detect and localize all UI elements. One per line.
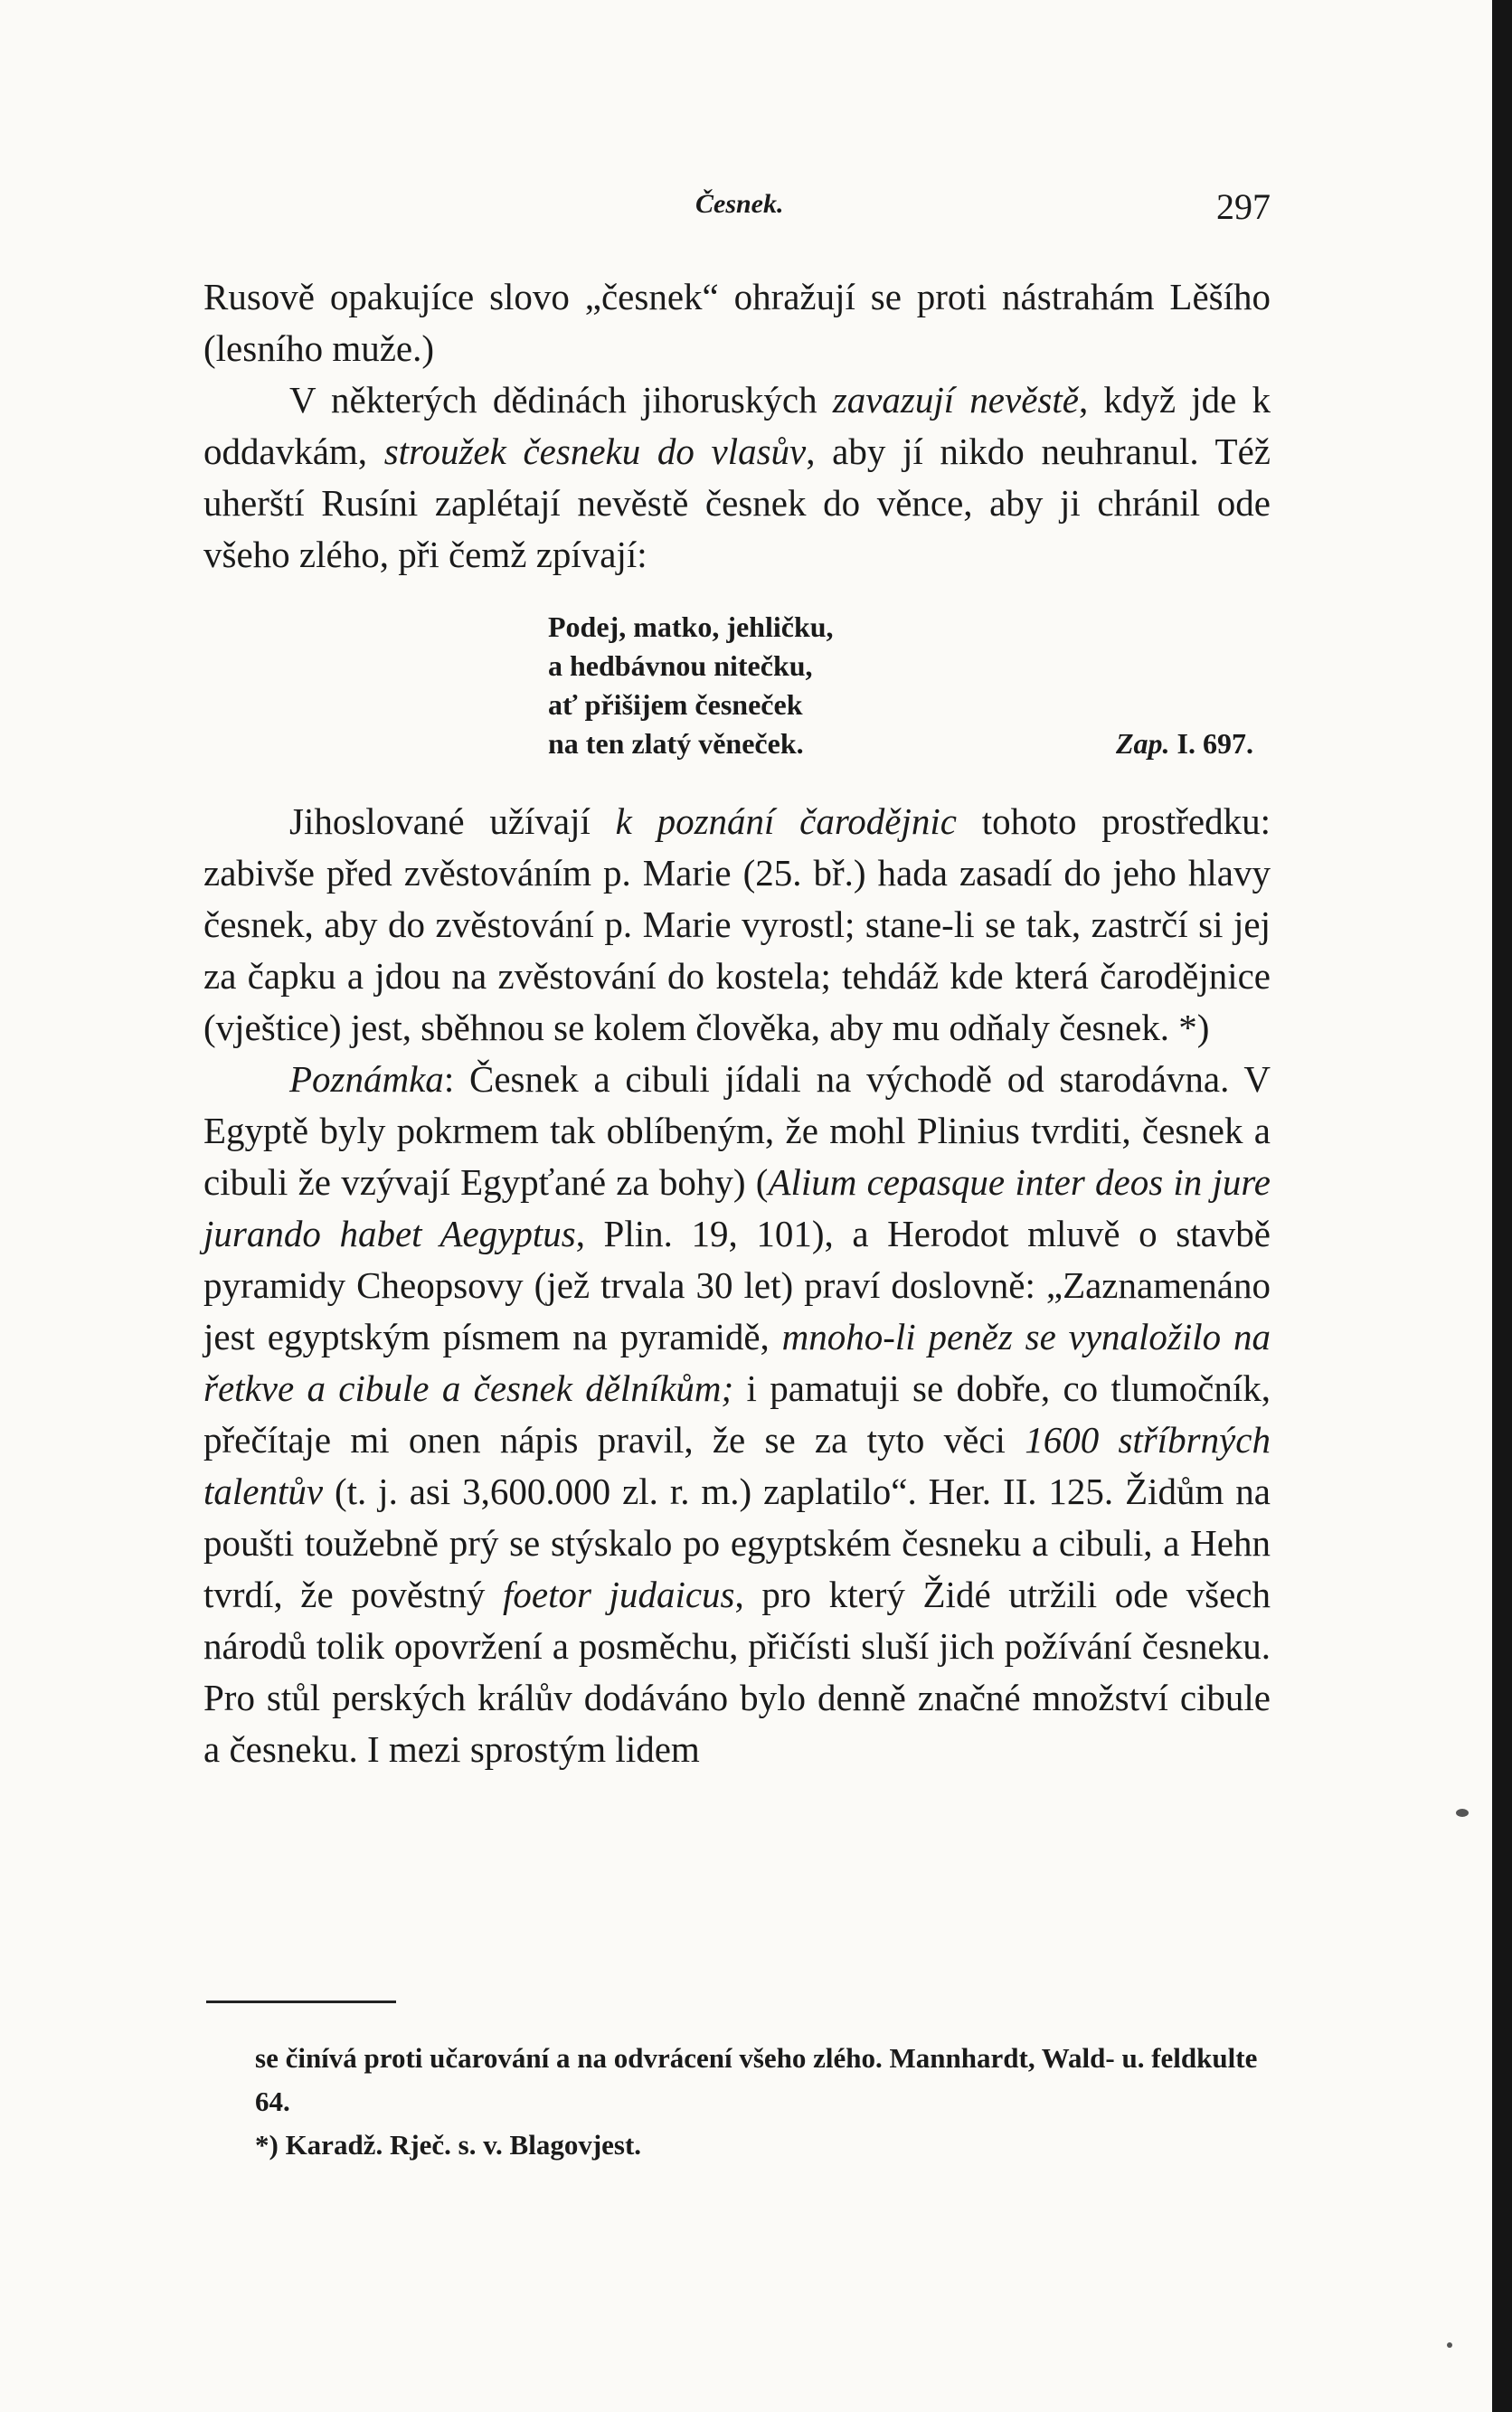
paragraph-2: V některých dědinách jihoruských zavazují nevěstě, když jde k oddavkám, stroužek česneku do vlasův, aby jí nikdo neuhranul. Též uherští Rusíni zaplétají nevěstě česnek do věnce, aby ji chránil ode všeho zlého, při čemž zpívají: [203,379,1271,575]
verse-line: a hedbávnou nitečku, [548,649,813,682]
print-speck [1447,2342,1452,2348]
page-edge [1492,0,1512,2412]
emphasis: foetor judaicus [503,1574,735,1615]
body-text [203,271,1271,1775]
emphasis: stroužek česneku do vlasův [383,430,807,472]
note-label: Poznámka [289,1058,444,1100]
paragraph-3: Jihoslované užívají k poznání čarodějnic tohoto prostředku: zabivše před zvěstováním p. Marie (25. bř.) hada zasadí do jeho hlavy česnek, aby do zvěstování p. Marie vyrostl; stane-li se tak, zastrčí si jej za čapku a jdou na zvěstování do kostela; tehdáž kde která čarodějnice (vještice) jest, sběhnou se kolem člověka, aby mu odňaly česnek. *) [203,800,1271,1048]
emphasis: k poznání čarodějnic [615,800,957,842]
verse-line: na ten zlatý věneček. [548,727,804,760]
page-header [203,185,1271,240]
emphasis: 1600 stříbrných talentův [203,1419,1271,1512]
paragraph-1: Rusově opakujíce slovo „česnek“ ohražují se proti nástrahám Lěšího (lesního muže.) [203,276,1271,369]
running-title: Česnek. [695,189,784,219]
footnotes [255,2037,1286,2167]
verse-reference: Zap. I. 697. [1116,727,1253,760]
page-number: 297 [1216,186,1271,227]
footnote-star: *) Karadž. Rječ. s. v. Blagovjest. [255,2129,642,2161]
print-speck [1456,1809,1469,1817]
emphasis: mnoho-li peněz se vynaložilo na řetkve a cibule a česnek dělníkům; [203,1316,1271,1409]
emphasis: Alium cepasque inter deos in jure jurando habet Aegyptus [203,1161,1271,1254]
emphasis: zavazují nevěstě [832,379,1079,421]
paragraph-note: Poznámka: Česnek a cibuli jídali na východě od starodávna. V Egyptě byly pokrmem tak oblíbeným, že mohl Plinius tvrditi, česnek a cibuli že vzývají Egypťané za bohy) (Alium cepasque inter deos in jure jurando habet Aegyptus, Plin. 19, 101), a Herodot mluvě o stavbě pyramidy Cheopsovy (jež trvala 30 let) praví doslovně: „Zaznamenáno jest egyptským písmem na pyramidě, mnoho-li peněz se vynaložilo na řetkve a cibule a česnek dělníkům; i pamatuji se dobře, co tlumočník, přečítaje mi onen nápis pravil, že se za tyto věci 1600 stříbrných talentův (t. j. asi 3,600.000 zl. r. m.) zaplatilo“. Her. II. 125. Židům na poušti toužebně prý se stýskalo po egyptském česneku a cibuli, a Hehn tvrdí, že pověstný foetor judaicus, pro který Židé utržili ode všech národů tolik opovržení a posměchu, přičísti sluší jich požívání česneku. Pro stůl perských králův dodáváno bylo denně značné množství cibule a česneku. I mezi sprostým lidem [203,1058,1271,1770]
footnote-rule [206,2001,396,2003]
folk-verse [548,608,1253,763]
footnote-continued: se činívá proti učarování a na odvrácení všeho zlého. Mannhardt, Wald- u. feldkulte 64. [255,2042,1258,2117]
verse-line: Podej, matko, jehličku, [548,610,834,643]
verse-line: ať přišijem česneček [548,688,803,721]
